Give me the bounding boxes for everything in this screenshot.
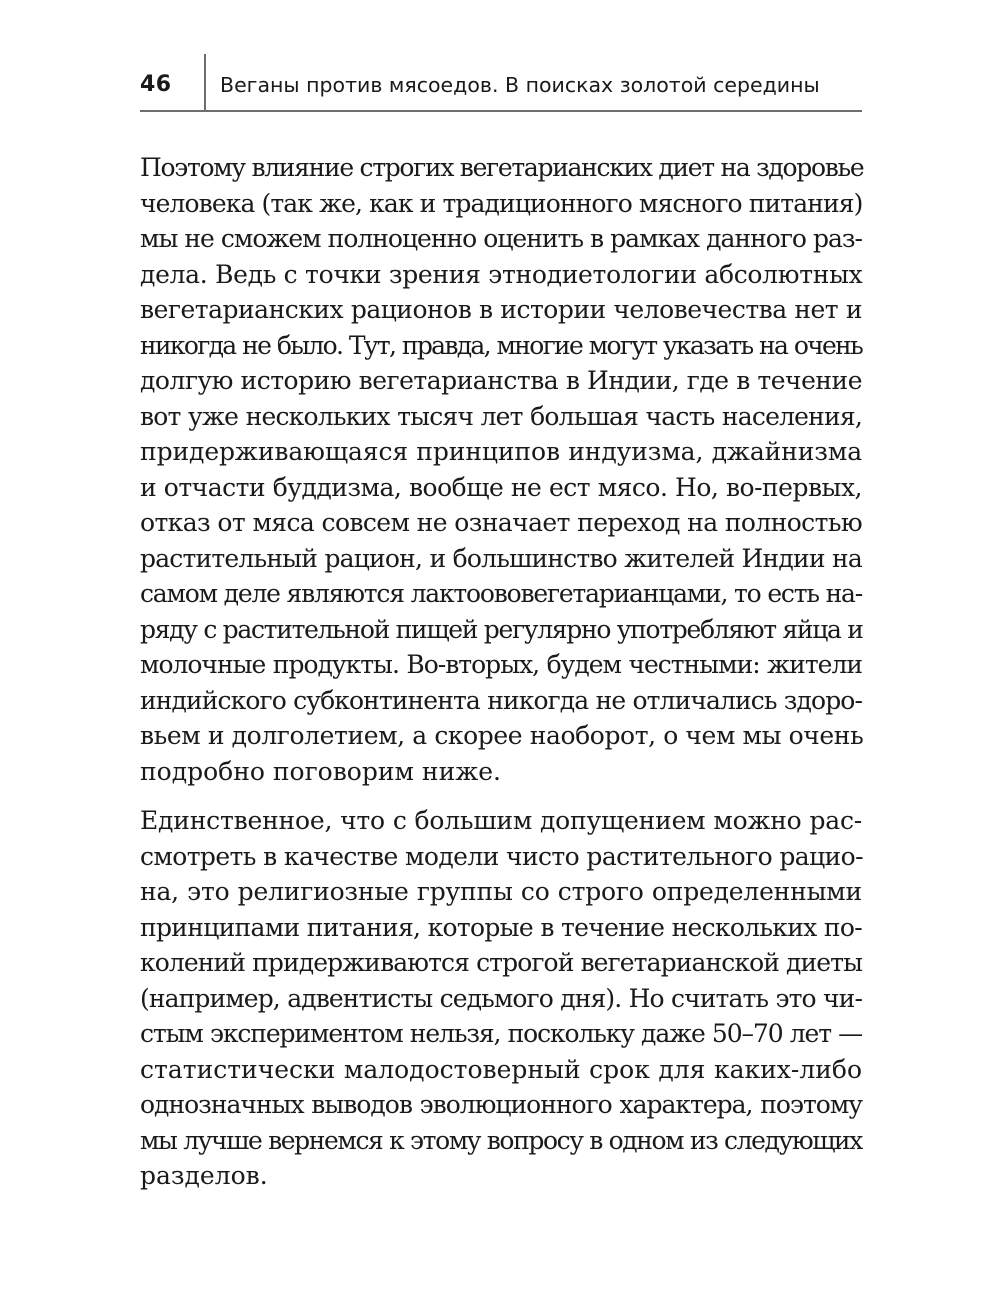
text-line: на, это религиозные группы со строго определенными [140,877,862,906]
text-line: мы не сможем полноценно оценить в рамках данного раз- [140,224,862,253]
page-number: 46 [140,72,172,97]
text-line: (например, адвентисты седьмого дня). Но считать это чи- [140,983,862,1013]
text-line: вот уже нескольких тысяч лет большая часть населения, [140,401,862,431]
paragraph-1 [140,150,862,789]
text-line: вегетарианских рационов в истории человечества нет и [140,295,862,324]
text-line: ряду с растительной пищей регулярно употребляют яйца и [140,614,863,644]
text-line: колений придерживаются строгой вегетарианской диеты [140,948,863,977]
text-line: индийского субконтинента никогда не отличались здоро- [140,685,862,715]
text-line: статистически малодостоверный срок для каких-либо [140,1054,862,1084]
text-line: стым экспериментом нельзя, поскольку даже 50–70 лет — [140,1019,862,1048]
text-line: и отчасти буддизма, вообще не ест мясо. Но, во-первых, [140,472,862,502]
running-title: Веганы против мясоедов. В поисках золотой середины [220,73,820,97]
text-line: Единственное, что с большим допущением можно рас- [140,806,862,835]
text-line: разделов. [140,1161,268,1190]
body-text [140,150,862,1208]
header-divider [204,54,206,110]
text-line: придерживающаяся принципов индуизма, джайнизма [140,437,862,466]
text-line: отказ от мяса совсем не означает переход на полностью [140,508,862,537]
text-line: дела. Ведь с точки зрения этнодиетологии абсолютных [140,259,863,289]
text-line: Поэтому влияние строгих вегетарианских диет на здоровье [140,153,864,182]
text-line: однозначных выводов эволюционного характера, поэтому [140,1090,862,1119]
text-line: мы лучше вернемся к этому вопросу в одном из следующих [140,1125,862,1155]
text-line: смотреть в качестве модели чисто растительного рацио- [140,841,863,871]
text-line: принципами питания, которые в течение нескольких по- [140,912,862,942]
text-line: молочные продукты. Во-вторых, будем честными: жители [140,650,862,679]
text-line: растительный рацион, и большинство жителей Индии на [140,543,862,573]
text-line: вьем и долголетием, а скорее наоборот, о чем мы очень [140,721,864,750]
text-line: самом деле являются лактоововегетарианцами, то есть на- [140,579,862,608]
text-line: долгую историю вегетарианства в Индии, где в течение [140,366,862,395]
page-header [140,54,862,112]
text-line: подробно поговорим ниже. [140,756,501,786]
text-line: человека (так же, как и традиционного мясного питания) [140,188,863,218]
text-line: никогда не было. Тут, правда, многие могут указать на очень [140,330,862,360]
paragraph-2 [140,803,862,1194]
